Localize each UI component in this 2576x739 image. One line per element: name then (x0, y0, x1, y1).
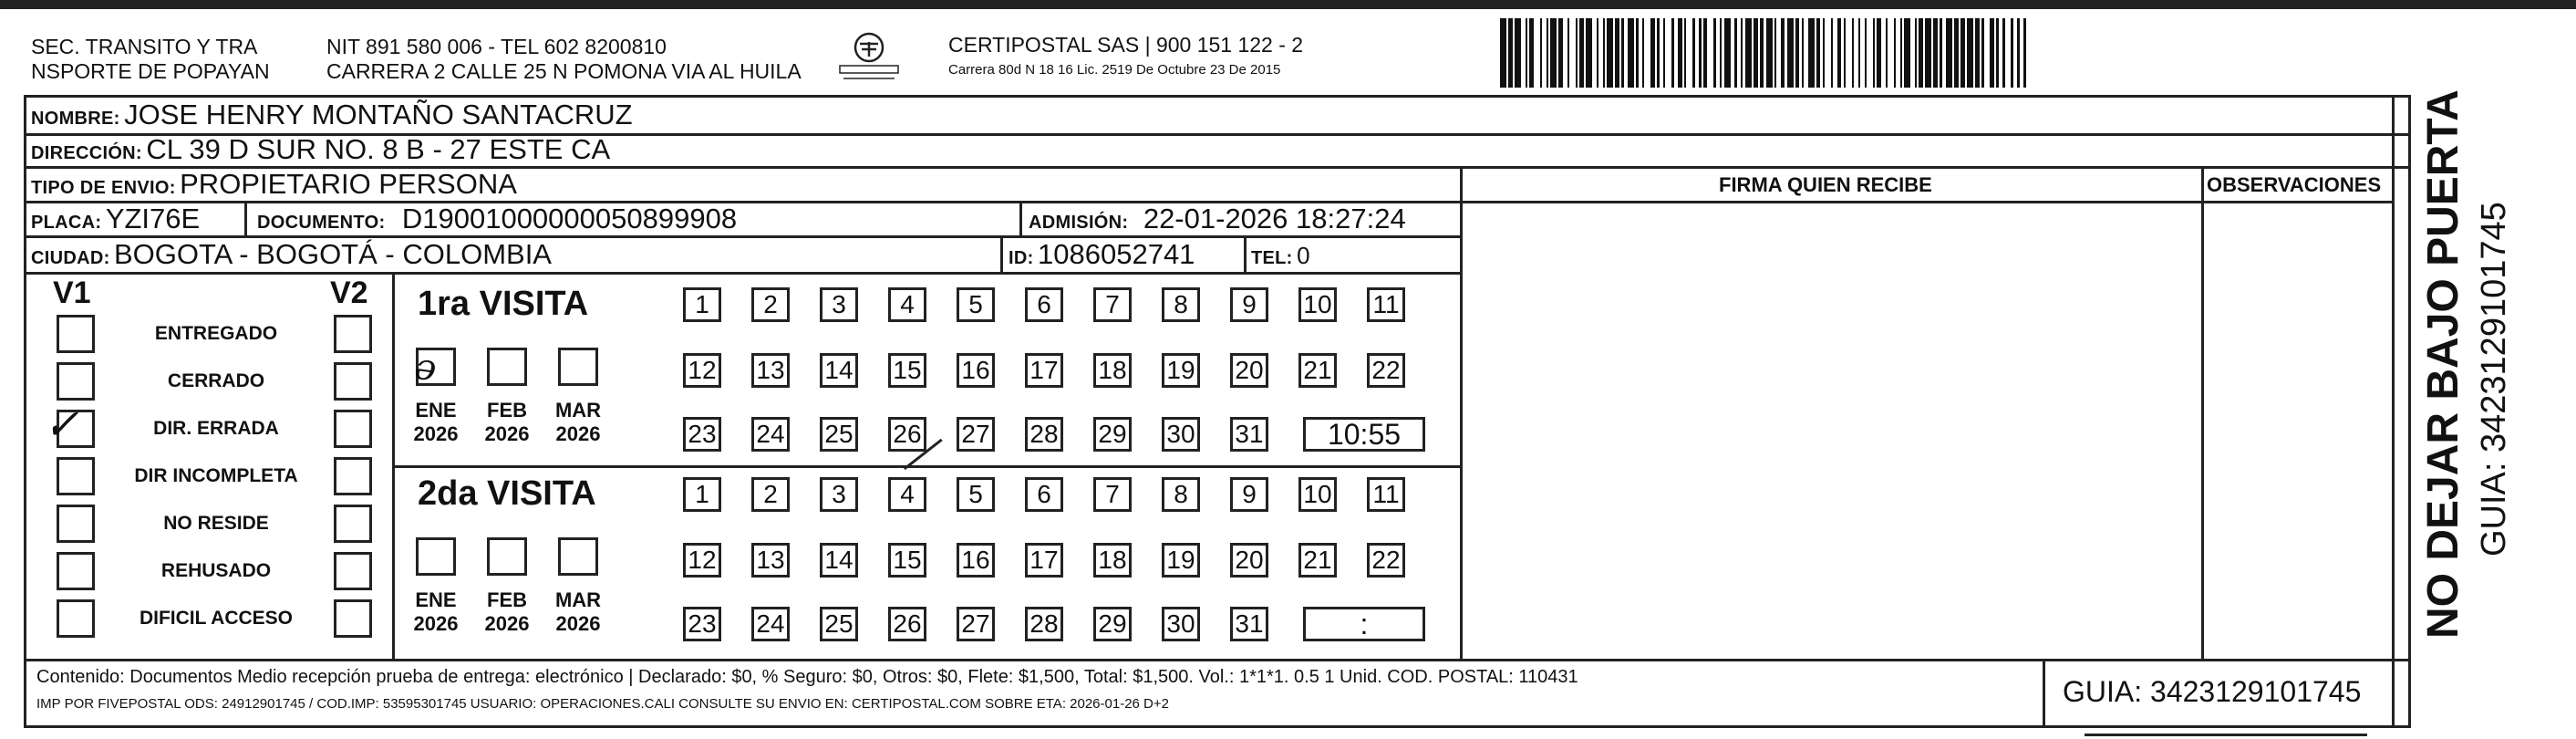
v1-checkbox[interactable] (57, 599, 95, 638)
barcode-bar (1724, 18, 1731, 88)
v1-checkbox[interactable] (57, 552, 95, 590)
courier-line-2: Carrera 80d N 18 16 Lic. 2519 De Octubre 23 De 2015 (948, 62, 1281, 78)
plate-field (31, 204, 200, 233)
visit2-day-box[interactable]: 20 (1230, 543, 1268, 578)
visit2-day-box[interactable]: 16 (957, 543, 995, 578)
visit1-day-box[interactable]: 5 (957, 287, 995, 322)
plate-label: PLACA: (31, 213, 102, 233)
visit1-day-box[interactable]: 21 (1298, 353, 1337, 388)
observations-header: OBSERVACIONES (2207, 173, 2382, 196)
status-reason-label: DIR INCOMPLETA (134, 465, 298, 486)
visit2-month-label: FEB 2026 (484, 588, 530, 636)
visit1-day-box[interactable]: 11 (1367, 287, 1405, 322)
visit1-time-box[interactable]: 10:55 (1303, 417, 1425, 452)
barcode-bar (1586, 18, 1592, 88)
visit2-day-box[interactable]: 5 (957, 477, 995, 512)
visit1-day-box[interactable]: 2 (751, 287, 790, 322)
v1-checkbox[interactable] (57, 362, 95, 401)
visit2-day-box[interactable]: 9 (1230, 477, 1268, 512)
barcode-bar (1787, 18, 1794, 88)
barcode-bar (1745, 18, 1752, 88)
address-value: CL 39 D SUR NO. 8 B - 27 ESTE CA (146, 133, 611, 165)
v1-header: V1 (53, 276, 91, 310)
side-guide: GUIA: 3423129101745 (2475, 202, 2513, 557)
id-value: 1086052741 (1038, 238, 1195, 270)
visit2-day-box[interactable]: 8 (1162, 477, 1200, 512)
barcode-bar (1984, 18, 1991, 88)
visit1-day-box[interactable]: 22 (1367, 353, 1405, 388)
visit1-day-box[interactable]: 30 (1162, 417, 1200, 452)
v2-checkbox[interactable] (334, 410, 372, 448)
tel-field (1251, 244, 1310, 267)
nit-block (326, 35, 802, 84)
v2-checkbox[interactable] (334, 315, 372, 353)
barcode-bar (1500, 18, 1506, 88)
v2-checkbox[interactable] (334, 362, 372, 401)
visit2-day-box[interactable]: 7 (1093, 477, 1132, 512)
status-reason-label: CERRADO (167, 370, 265, 391)
visit1-day-box[interactable]: 17 (1025, 353, 1063, 388)
visit1-day-box[interactable]: 10 (1298, 287, 1337, 322)
visit1-day-box[interactable]: 25 (820, 417, 858, 452)
handwritten-month-mark: ə (411, 345, 440, 390)
v2-checkbox[interactable] (334, 599, 372, 638)
barcode-bar (1550, 18, 1557, 88)
visit2-day-box[interactable]: 27 (957, 607, 995, 641)
v2-checkbox[interactable] (334, 457, 372, 495)
status-reason-label: ENTREGADO (154, 323, 278, 344)
visit2-day-box[interactable]: 18 (1093, 543, 1132, 578)
visit1-day-box[interactable]: 24 (751, 417, 790, 452)
visit2-day-box[interactable]: 22 (1367, 543, 1405, 578)
name-row (31, 100, 633, 129)
status-reason-label: NO RESIDE (163, 513, 269, 534)
address-row (31, 135, 610, 163)
barcode-bar (1825, 18, 1831, 88)
barcode-bar (1967, 18, 1973, 88)
barcode-bar (1534, 18, 1540, 88)
courier-block (948, 33, 1303, 80)
city-label: CIUDAD: (31, 248, 110, 268)
visit1-month-label: ENE 2026 (413, 399, 459, 446)
city-value: BOGOTA - BOGOTÁ - COLOMBIA (114, 238, 552, 270)
visit1-day-box[interactable]: 15 (888, 353, 926, 388)
tel-value: 0 (1297, 242, 1310, 269)
barcode-bar (1925, 18, 1931, 88)
visit2-day-box[interactable]: 15 (888, 543, 926, 578)
address-label: DIRECCIÓN: (31, 143, 142, 163)
v1-checkbox[interactable] (57, 457, 95, 495)
visit1-day-box[interactable]: 29 (1093, 417, 1132, 452)
visit2-day-box[interactable]: 21 (1298, 543, 1337, 578)
visit2-month-box[interactable] (558, 537, 598, 576)
visit2-month-box[interactable] (487, 537, 527, 576)
visit2-title: 2da VISITA (418, 474, 596, 513)
type-label: TIPO DE ENVIO: (31, 178, 176, 198)
footer-guide: GUIA: 3423129101745 (2063, 675, 2362, 708)
visit1-day-box[interactable]: 8 (1162, 287, 1200, 322)
admission-value: 22-01-2026 18:27:24 (1143, 203, 1406, 234)
status-reason-label: REHUSADO (160, 560, 272, 581)
visit1-day-box[interactable]: 1 (683, 287, 721, 322)
barcode-bar (1888, 18, 1894, 88)
barcode-bar (1707, 18, 1713, 88)
barcode-bar (1515, 18, 1521, 88)
visit2-day-box[interactable]: 11 (1367, 477, 1405, 512)
visit1-day-box[interactable]: 31 (1230, 417, 1268, 452)
visit1-day-box[interactable]: 28 (1025, 417, 1063, 452)
sender-line-2: NSPORTE DE POPAYAN (31, 59, 270, 83)
id-field (1009, 240, 1195, 268)
signature-header: FIRMA QUIEN RECIBE (1719, 173, 1932, 196)
visit1-title: 1ra VISITA (418, 285, 589, 323)
plate-value: YZI76E (105, 203, 201, 234)
status-reason-label: DIR. ERRADA (153, 418, 279, 439)
footer-contents: Contenido: Documentos Medio recepción prueba de entrega: electrónico | Declarado: $0, % Seguro: $0, Otros: $0, Flete: $1,500, Total: $1,500. Vol.: 1*1*1. 0.5 1 Unid. COD. POSTAL: 110431 (36, 667, 1578, 687)
visit2-day-box[interactable]: 23 (683, 607, 721, 641)
barcode-bar (1644, 18, 1650, 88)
footer-print-info: IMP POR FIVEPOSTAL ODS: 24912901745 / COD.IMP: 53595301745 USUARIO: OPERACIONES.CALI CONSULTE SU ENVIO EN: CERTIPOSTAL.COM SOBRE ETA: 2026-01-26 D+2 (36, 696, 1169, 712)
barcode (1500, 18, 2225, 88)
barcode-bar (1846, 18, 1852, 88)
check-mark-dir-errada: ✓ (44, 400, 79, 449)
visit2-day-box[interactable]: 3 (820, 477, 858, 512)
visit2-day-box[interactable]: 1 (683, 477, 721, 512)
visit2-day-box[interactable]: 10 (1298, 477, 1337, 512)
visit1-day-box[interactable]: 26 (888, 417, 926, 452)
visit2-time-box[interactable]: : (1303, 607, 1425, 641)
visit2-day-box[interactable]: 19 (1162, 543, 1200, 578)
visit2-day-box[interactable]: 31 (1230, 607, 1268, 641)
visit1-month-box[interactable] (558, 348, 598, 386)
city-field (31, 240, 552, 268)
visit1-month-box[interactable] (487, 348, 527, 386)
visit1-day-box[interactable]: 13 (751, 353, 790, 388)
tel-label: TEL: (1251, 248, 1293, 268)
v2-checkbox[interactable] (334, 552, 372, 590)
barcode-bar (1607, 18, 1613, 88)
visit2-day-box[interactable]: 14 (820, 543, 858, 578)
v1-checkbox[interactable] (57, 505, 95, 543)
visit1-day-box[interactable]: 19 (1162, 353, 1200, 388)
visit2-day-box[interactable]: 13 (751, 543, 790, 578)
barcode-bar (1686, 18, 1692, 88)
barcode-bar (1808, 18, 1815, 88)
sender-block (31, 35, 270, 84)
id-label: ID: (1009, 248, 1034, 268)
admission-field (1029, 204, 1406, 233)
visit2-day-box[interactable]: 28 (1025, 607, 1063, 641)
visit2-day-box[interactable]: 29 (1093, 607, 1132, 641)
barcode-bar (1628, 18, 1634, 88)
visit1-day-box[interactable]: 3 (820, 287, 858, 322)
visit2-day-box[interactable]: 17 (1025, 543, 1063, 578)
visit1-day-box[interactable]: 6 (1025, 287, 1063, 322)
visit2-month-label: ENE 2026 (413, 588, 459, 636)
visit1-day-box[interactable]: 12 (683, 353, 721, 388)
document-value: D19001000000050899908 (401, 203, 738, 234)
visit2-month-box[interactable] (416, 537, 456, 576)
barcode-bar (2005, 18, 2012, 88)
barcode-bar (1867, 18, 1873, 88)
document-field (257, 204, 737, 233)
v2-checkbox[interactable] (334, 505, 372, 543)
visit2-day-box[interactable]: 25 (820, 607, 858, 641)
visit2-day-box[interactable]: 6 (1025, 477, 1063, 512)
barcode-bar (1766, 18, 1773, 88)
visit2-day-box[interactable]: 26 (888, 607, 926, 641)
visit1-day-box[interactable]: 20 (1230, 353, 1268, 388)
visit1-day-box[interactable]: 4 (888, 287, 926, 322)
no-dejar-bajo-puerta: NO DEJAR BAJO PUERTA (2419, 89, 2467, 639)
visit1-day-box[interactable]: 18 (1093, 353, 1132, 388)
visit1-month-label: MAR 2026 (554, 399, 602, 446)
visit1-day-box[interactable]: 7 (1093, 287, 1132, 322)
visit1-day-box[interactable]: 14 (820, 353, 858, 388)
barcode-bar (1946, 18, 1952, 88)
visit2-day-box[interactable]: 2 (751, 477, 790, 512)
document-label: DOCUMENTO: (257, 213, 386, 233)
visit2-month-label: MAR 2026 (554, 588, 602, 636)
top-edge-bar (0, 0, 2576, 9)
nit-line: NIT 891 580 006 - TEL 602 8200810 (326, 35, 667, 58)
address-line: CARRERA 2 CALLE 25 N POMONA VIA AL HUILA (326, 59, 802, 83)
name-label: NOMBRE: (31, 109, 120, 129)
visit2-day-box[interactable]: 30 (1162, 607, 1200, 641)
bottom-edge-mark (2085, 734, 2367, 739)
visit1-day-box[interactable]: 23 (683, 417, 721, 452)
type-value: PROPIETARIO PERSONA (180, 168, 517, 200)
visit2-day-box[interactable]: 4 (888, 477, 926, 512)
visit1-month-label: FEB 2026 (484, 399, 530, 446)
visit2-day-box[interactable]: 24 (751, 607, 790, 641)
name-value: JOSE HENRY MONTAÑO SANTACRUZ (124, 99, 633, 130)
type-row (31, 170, 517, 198)
v2-header: V2 (330, 276, 368, 310)
certipostal-logo (836, 29, 902, 84)
visit1-day-box[interactable]: 16 (957, 353, 995, 388)
sender-line-1: SEC. TRANSITO Y TRA (31, 35, 258, 58)
visit2-day-box[interactable]: 12 (683, 543, 721, 578)
barcode-bar (1569, 18, 1576, 88)
admission-label: ADMISIÓN: (1029, 213, 1129, 233)
visit1-day-box[interactable]: 9 (1230, 287, 1268, 322)
barcode-bar (1665, 18, 1671, 88)
v1-checkbox[interactable] (57, 315, 95, 353)
barcode-bar (2026, 18, 2033, 88)
visit1-day-box[interactable]: 27 (957, 417, 995, 452)
barcode-bar (1904, 18, 1910, 88)
status-reason-label: DIFICIL ACCESO (139, 608, 293, 629)
courier-line-1: CERTIPOSTAL SAS | 900 151 122 - 2 (948, 33, 1304, 57)
